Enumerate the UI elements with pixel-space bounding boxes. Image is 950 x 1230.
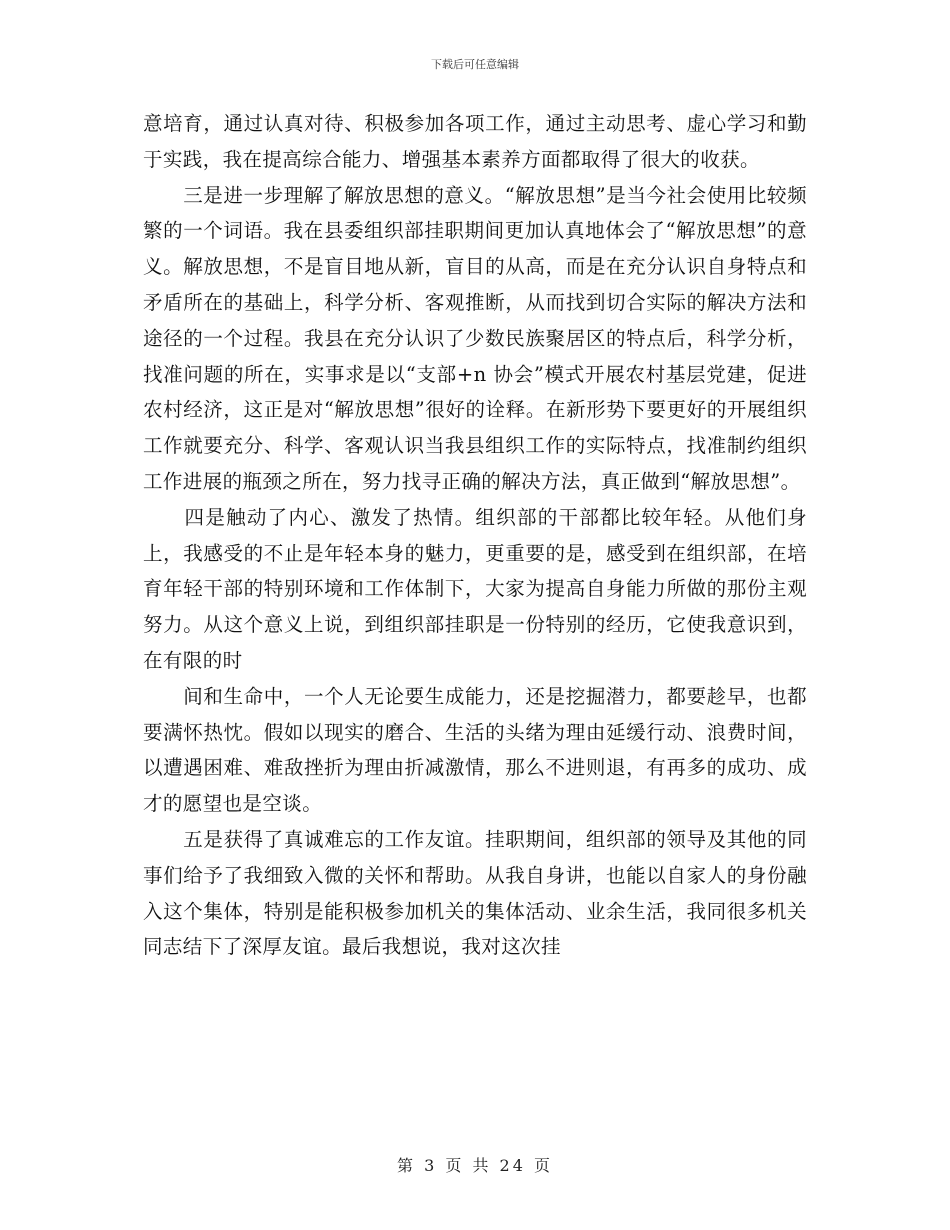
paragraph-1: 意培育，通过认真对待、积极参加各项工作，通过主动思考、虚心学习和勤于实践，我在提高综合能力、增强基本素养方面都取得了很大的收获。 <box>143 112 807 171</box>
paragraph-2: 三是进一步理解了解放思想的意义。“解放思想”是当今社会使用比较频繁的一个词语。我在县委组织部挂职期间更加认真地体会了“解放思想”的意义。解放思想，不是盲目地从新，盲目的从高，而是在充分认识自身特点和矛盾所在的基础上，科学分析、客观推断，从而找到切合实际的解决方法和途径的一个过程。我县在充分认识了少数民族聚居区的特点后，科学分析，找准问题的所在，实事求是以“支部+n 协会”模式开展农村基层党建，促进农村经济，这正是对“解放思想”很好的诠释。在新形势下要更好的开展组织工作就要充分、科学、客观认识当我县组织工作的实际特点，找准制约组织工作进展的瓶颈之所在，努力找寻正确的解决方法，真正做到“解放思想”。 <box>143 183 807 493</box>
paragraph-5: 五是获得了真诚难忘的工作友谊。挂职期间，组织部的领导及其他的同事们给予了我细致入微的关怀和帮助。从我自身讲，也能以自家人的身份融入这个集体，特别是能积极参加机关的集体活动、业余生活，我同很多机关同志结下了深厚友谊。最后我想说，我对这次挂 <box>143 827 807 959</box>
page-header: 下载后可任意编辑 <box>431 58 519 71</box>
page-footer: 第 3 页 共 24 页 <box>397 1156 553 1175</box>
document-body <box>143 106 807 965</box>
paragraph-3: 四是触动了内心、激发了热情。组织部的干部都比较年轻。从他们身上，我感受的不止是年轻本身的魅力，更重要的是，感受到在组织部，在培育年轻干部的特别环境和工作体制下，大家为提高自身能力所做的那份主观努力。从这个意义上说，到组织部挂职是一份特别的经历，它使我意识到，在有限的时 <box>143 505 807 672</box>
paragraph-4: 间和生命中，一个人无论要生成能力，还是挖掘潜力，都要趁早，也都要满怀热忱。假如以现实的磨合、生活的头绪为理由延缓行动、浪费时间，以遭遇困难、难敌挫折为理由折减激情，那么不进则退，有再多的成功、成才的愿望也是空谈。 <box>143 684 807 816</box>
